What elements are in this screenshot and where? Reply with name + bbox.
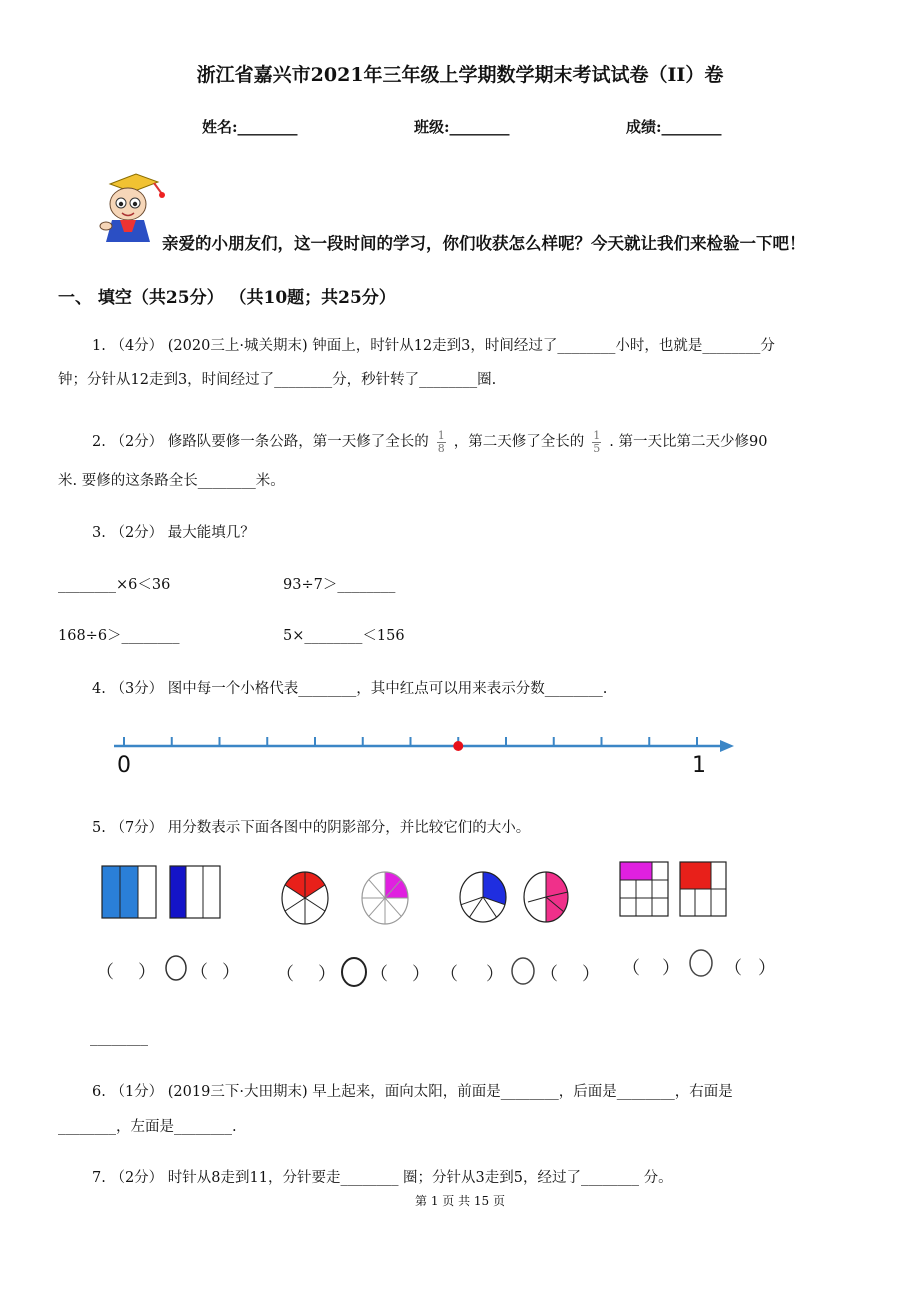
q5-blank-8-open: （ [724,958,742,979]
q5-rect-figure-2 [170,866,220,918]
number-line-label-0: 0 [117,753,131,778]
q5-blank-5-open: （ [440,964,458,985]
q1-line2: 钟；分针从12走到3，时间经过了________分，秒针转了________圈. [58,372,497,388]
number-line [110,730,740,780]
q5-blank-6-open: （ [540,964,558,985]
q4-text: 4. （3分） 图中每一个小格代表________，其中红点可以用来表示分数________. [92,681,608,697]
q7-text: 7. （2分） 时针从8走到11，分针要走________ 圈；分针从3走到5，经过了________ 分。 [92,1170,673,1186]
compare-circle-4 [688,948,714,978]
q5-blank-7-open: （ [622,958,640,979]
q5-blank-8-close: ） [758,958,776,979]
q5-blank-1-close: ） [138,962,156,983]
q5-circle-figure-3 [460,872,506,922]
q5-blank-3-close: ） [318,964,336,985]
q5-circle-figure-1 [282,872,328,924]
q5-answer-line: ________ [90,1030,148,1046]
q5-blank-5-close: ） [486,964,504,985]
q3-item-b: 93÷7＞________ [283,577,396,593]
q5-blank-4-close: ） [412,964,430,985]
q5-blank-7-close: ） [662,958,680,979]
q2-text-part2: ，第二天修了全长的 [453,434,585,450]
q2-line1 [92,430,767,454]
q3-item-d: 5×________＜156 [283,628,405,644]
q5-circle-figure-4 [524,872,568,922]
q3-item-c: 168÷6＞________ [58,628,180,644]
q2-line2: 米. 要修的这条路全长________米。 [58,473,285,489]
section-1-heading: 一、 填空（共25分） （共10题；共25分） [58,288,396,308]
q5-grid-figure-2 [680,862,726,916]
name-field: 姓名:________ [202,118,298,136]
red-dot-marker [453,741,463,751]
q2-text-part1: 2. （2分） 修路队要修一条公路，第一天修了全长的 [92,434,429,450]
page-footer: 第 1 页 共 15 页 [415,1194,505,1208]
q5-blank-3-open: （ [276,964,294,985]
q3-title: 3. （2分） 最大能填几？ [92,525,255,541]
q3-item-a: ________×6＜36 [58,577,171,593]
compare-circle-3 [510,956,536,986]
q5-rect-figure-1 [102,866,156,918]
q5-blank-4-open: （ [370,964,388,985]
q5-blank-1-open: （ [96,962,114,983]
number-line-arrow [720,740,734,752]
fraction-one-eighth: $\frac{1}{8}$ [437,428,445,455]
q5-grid-figure-1 [620,862,668,916]
score-field: 成绩:________ [626,118,722,136]
q2-text-part3: . 第一天比第二天少修90 [609,434,768,450]
q6-line2: ________，左面是________. [58,1119,237,1135]
fraction-one-fifth: $\frac{1}{5}$ [593,428,601,455]
q5-blank-6-close: ） [582,964,600,985]
q1-line1: 1. （4分） (2020三上·城关期末) 钟面上，时针从12走到3，时间经过了________小时，也就是________分 [92,338,775,354]
mascot-illustration [92,170,168,246]
number-line-label-1: 1 [692,753,706,778]
q6-line1: 6. （1分） (2019三下·大田期末) 早上起来，面向太阳，前面是________，后面是________，右面是 [92,1084,733,1100]
compare-circle-1 [164,954,188,982]
class-field: 班级:________ [414,118,510,136]
page-title: 浙江省嘉兴市2021年三年级上学期数学期末考试试卷（II）卷 [196,64,724,86]
compare-circle-2 [340,956,368,988]
q5-text: 5. （7分） 用分数表示下面各图中的阴影部分，并比较它们的大小。 [92,820,531,836]
greeting-text: 亲爱的小朋友们，这一段时间的学习，你们收获怎么样呢？今天就让我们来检验一下吧！ [162,234,806,253]
q5-blank-2-close: ） [222,962,240,983]
q5-circle-figure-2 [362,872,408,924]
q5-blank-2-open: （ [190,962,208,983]
